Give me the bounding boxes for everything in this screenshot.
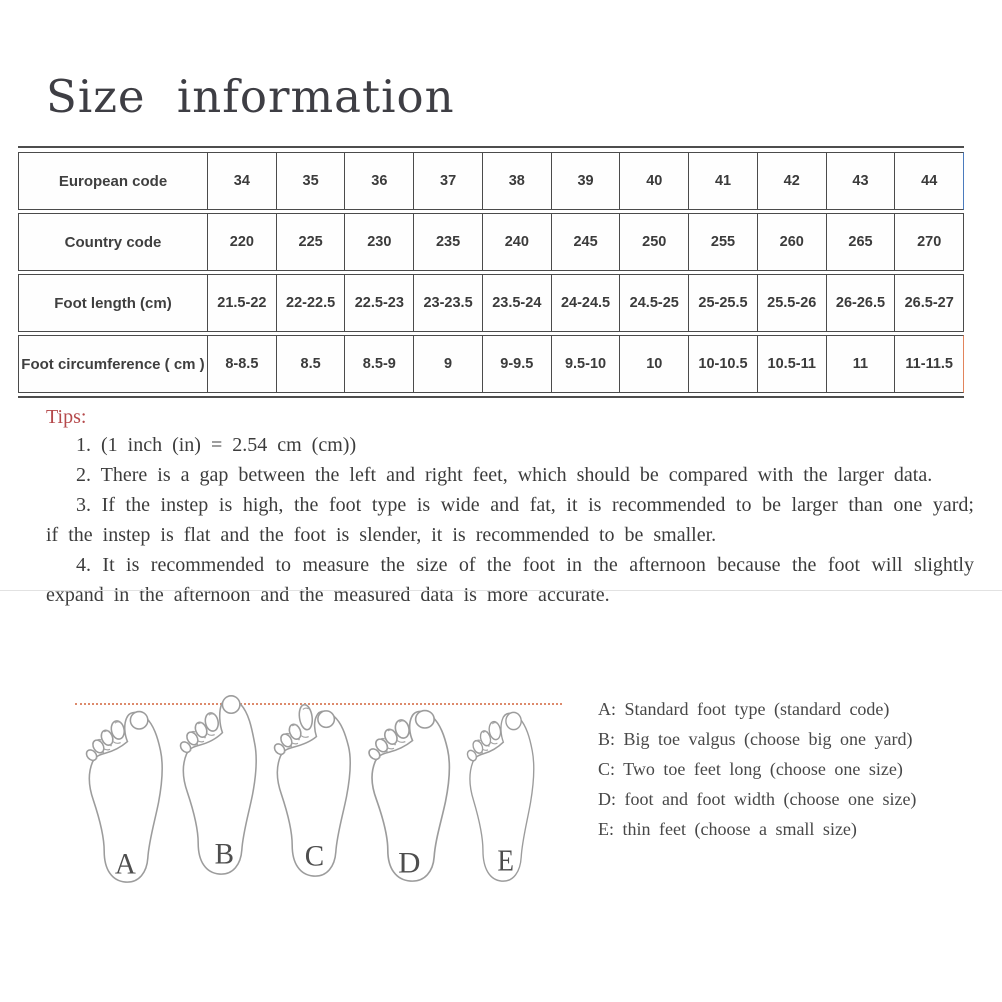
- table-row: [18, 213, 964, 271]
- table-cell: 23.5-24: [482, 275, 551, 331]
- table-cell: 42: [757, 153, 826, 209]
- tips-section: [46, 404, 974, 610]
- table-cell: 25-25.5: [688, 275, 757, 331]
- legend-item: C: Two toe feet long (choose one size): [598, 759, 903, 779]
- row-header-label: Foot circumference ( cm ): [21, 355, 205, 373]
- scan-seam-divider: [0, 590, 1002, 591]
- table-cell: 8-8.5: [207, 336, 276, 392]
- table-cell: 250: [619, 214, 688, 270]
- tip-item: 1. (1 inch (in) = 2.54 cm (cm)): [76, 434, 357, 456]
- tip-item: 2. There is a gap between the left and right feet, which should be compared with the larger data.: [76, 464, 933, 486]
- table-cell: 230: [344, 214, 413, 270]
- foot-diagram-c: [266, 692, 363, 878]
- table-cell: 35: [276, 153, 345, 209]
- table-cell: 10.5-11: [757, 336, 826, 392]
- table-cell: 10: [619, 336, 688, 392]
- legend-item: B: Big toe valgus (choose big one yard): [598, 729, 913, 749]
- table-cell: 225: [276, 214, 345, 270]
- table-cell: 8.5-9: [344, 336, 413, 392]
- table-cell: 11: [826, 336, 895, 392]
- tip-item: 4. It is recommended to measure the size of the foot in the afternoon because the foot will slightly expand in the afternoon and the measured data is more accurate.: [46, 554, 974, 606]
- size-table-rows: [18, 152, 964, 393]
- table-row: [18, 274, 964, 332]
- table-cell: 9.5-10: [551, 336, 620, 392]
- table-cell: 265: [826, 214, 895, 270]
- size-table: [18, 146, 964, 398]
- foot-diagram-e: [460, 699, 545, 883]
- table-cell: 24-24.5: [551, 275, 620, 331]
- row-header-label: Foot length (cm): [54, 294, 172, 312]
- table-cell: 260: [757, 214, 826, 270]
- table-cell: 9-9.5: [482, 336, 551, 392]
- table-cell: 40: [619, 153, 688, 209]
- table-cell: 25.5-26: [757, 275, 826, 331]
- table-bottom-rule: [18, 396, 964, 398]
- table-cell: 36: [344, 153, 413, 209]
- table-cell: 34: [207, 153, 276, 209]
- table-row: [18, 335, 964, 393]
- table-cell: 26.5-27: [894, 275, 963, 331]
- table-cell: 8.5: [276, 336, 345, 392]
- foot-label-b: B: [214, 838, 235, 871]
- table-cell: 39: [551, 153, 620, 209]
- table-cell: 255: [688, 214, 757, 270]
- table-cell: 22.5-23: [344, 275, 413, 331]
- foot-label-a: A: [114, 848, 136, 881]
- foot-diagram-d: [360, 697, 463, 883]
- tips-heading: Tips:: [46, 406, 87, 428]
- table-cell: 245: [551, 214, 620, 270]
- table-top-rule: [18, 146, 964, 148]
- table-cell: 26-26.5: [826, 275, 895, 331]
- foot-label-c: C: [304, 840, 325, 873]
- legend-item: D: foot and foot width (choose one size): [598, 789, 917, 809]
- row-header-label: Country code: [64, 233, 162, 251]
- table-cell: 10-10.5: [688, 336, 757, 392]
- tips-list: [46, 430, 974, 610]
- table-cell: 37: [413, 153, 482, 209]
- table-cell: 9: [413, 336, 482, 392]
- table-cell: 220: [207, 214, 276, 270]
- legend-item: E: thin feet (choose a small size): [598, 819, 857, 839]
- table-cell: 235: [413, 214, 482, 270]
- foot-diagram-a: [78, 698, 175, 884]
- legend-item: A: Standard foot type (standard code): [598, 699, 890, 719]
- foot-type-legend: [598, 694, 988, 844]
- table-cell: 38: [482, 153, 551, 209]
- table-cell: 41: [688, 153, 757, 209]
- table-cell: 23-23.5: [413, 275, 482, 331]
- table-cell: 21.5-22: [207, 275, 276, 331]
- table-cell: 240: [482, 214, 551, 270]
- foot-type-diagram: [70, 690, 570, 900]
- page-title: Size information: [46, 70, 455, 123]
- table-cell: 24.5-25: [619, 275, 688, 331]
- table-cell: 43: [826, 153, 895, 209]
- table-cell: 44: [894, 153, 963, 209]
- foot-diagram-b: [172, 690, 269, 876]
- table-row: [18, 152, 964, 210]
- table-cell: 270: [894, 214, 963, 270]
- table-cell: 22-22.5: [276, 275, 345, 331]
- table-cell: 11-11.5: [894, 336, 963, 392]
- foot-label-d: D: [398, 847, 421, 880]
- row-header-label: European code: [58, 172, 168, 190]
- tip-item: 3. If the instep is high, the foot type is wide and fat, it is recommended to be larger than one yard; if the instep is flat and the foot is slender, it is recommended to be smaller.: [46, 494, 974, 546]
- foot-label-e: E: [497, 844, 515, 878]
